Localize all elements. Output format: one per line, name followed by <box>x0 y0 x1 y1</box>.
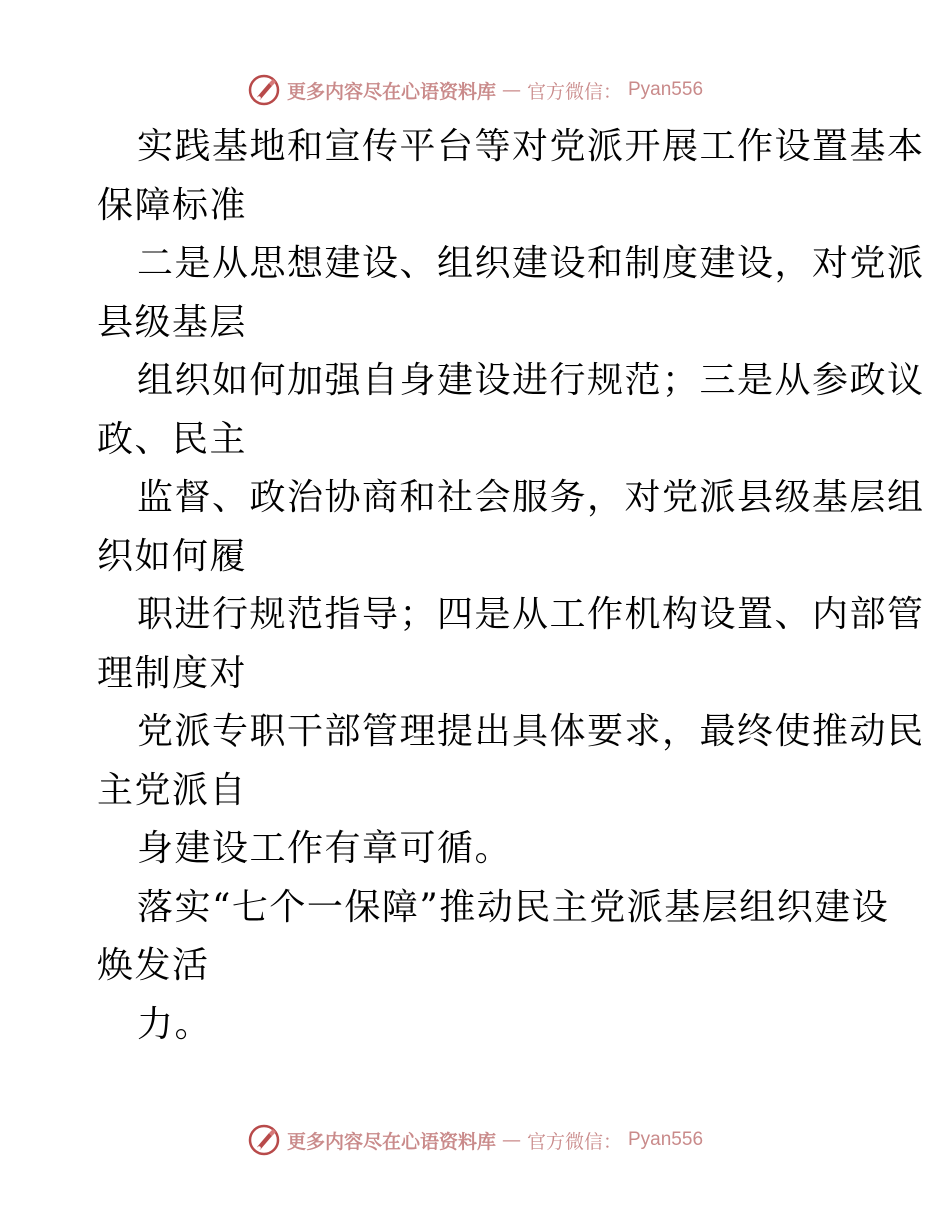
text-line: 保障标准 <box>97 184 248 226</box>
text-line: 主党派自 <box>97 769 248 811</box>
text-line: 监督、政治协商和社会服务，对党派县级基层组 <box>137 477 925 518</box>
text-line: 身建设工作有章可循。 <box>137 828 513 869</box>
text-line: 实践基地和宣传平台等对党派开展工作设置基本 <box>137 126 925 167</box>
header-watermark <box>0 70 950 110</box>
text-line: 焕发活 <box>97 945 210 986</box>
watermark-dash: — <box>501 79 521 101</box>
text-line: 二是从思想建设、组织建设和制度建设，对党派 <box>137 243 925 284</box>
footer-watermark <box>0 1120 950 1160</box>
watermark-sub-text: 官方微信： <box>526 1130 622 1153</box>
text-line: 政、民主 <box>97 418 248 460</box>
text-line: 理制度对 <box>97 652 248 694</box>
document-body <box>97 118 925 1054</box>
text-line: 组织如何加强自身建设进行规范；三是从参政议 <box>137 360 925 401</box>
text-line: 党派专职干部管理提出具体要求，最终使推动民 <box>137 711 925 752</box>
watermark-sub-text: 官方微信： <box>526 80 622 103</box>
watermark-main-text: 更多内容尽在心语资料库 <box>286 1130 496 1153</box>
text-line: 县级基层 <box>97 301 248 343</box>
pen-nib-logo-icon <box>247 73 281 107</box>
watermark-dash: — <box>501 1129 521 1151</box>
watermark-wechat-id: Pyan556 <box>628 79 704 100</box>
watermark-wechat-id: Pyan556 <box>628 1129 704 1150</box>
text-line: 力。 <box>137 1003 213 1045</box>
pen-nib-logo-icon <box>247 1123 281 1157</box>
text-line: 落实“七个一保障”推动民主党派基层组织建设 <box>137 886 890 928</box>
text-line: 织如何履 <box>97 535 248 577</box>
text-line: 职进行规范指导；四是从工作机构设置、内部管 <box>137 594 925 635</box>
watermark-main-text: 更多内容尽在心语资料库 <box>286 80 496 103</box>
